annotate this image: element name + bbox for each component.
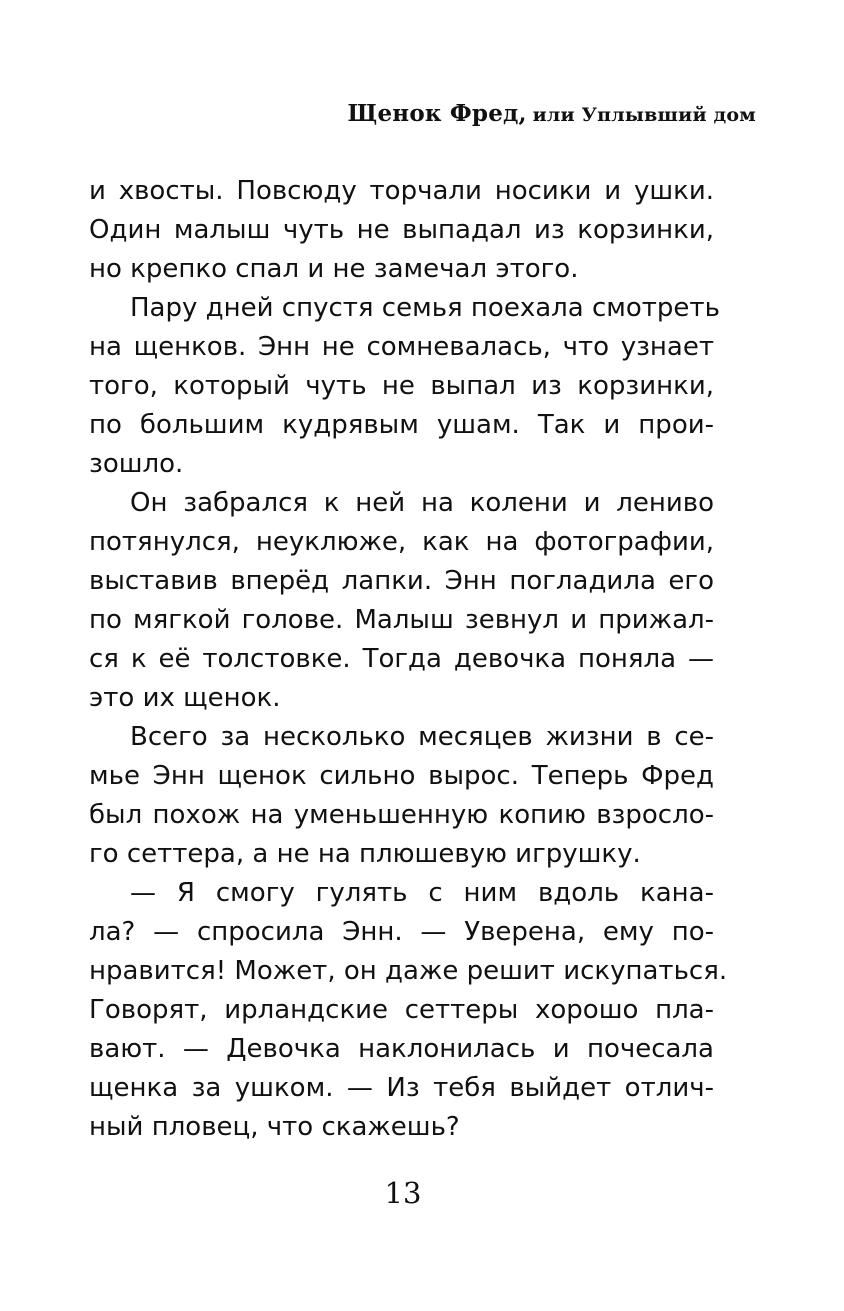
text-line: того, который чуть не выпал из корзинки, [89, 371, 714, 401]
running-header [348, 100, 756, 127]
page-number: 13 [384, 1176, 422, 1210]
text-line: по большим кудрявым ушам. Так и прои- [89, 410, 714, 440]
text-line: — Я смогу гулять с ним вдоль кана- [130, 878, 714, 908]
text-line: но крепко спал и не замечал этого. [89, 254, 579, 284]
text-line: на щенков. Энн не сомневалась, что узнает [89, 332, 714, 362]
text-line: был похож на уменьшенную копию взросло- [89, 800, 714, 830]
text-line: Пару дней спустя семья поехала смотреть [130, 293, 720, 323]
text-line: Он забрался к ней на колени и лениво [130, 488, 714, 518]
text-line: го сеттера, а не на плюшевую игрушку. [89, 839, 641, 869]
text-line: выставив вперёд лапки. Энн погладила его [89, 566, 714, 596]
text-line: Один малыш чуть не выпадал из корзинки, [89, 215, 714, 245]
text-line: ла? — спросила Энн. — Уверена, ему по- [89, 917, 714, 947]
book-title: Щенок Фред, [347, 100, 527, 127]
text-line: мье Энн щенок сильно вырос. Теперь Фред [89, 761, 714, 791]
text-line: ся к её толстовке. Тогда девочка поняла — [89, 644, 714, 674]
text-line: Говорят, ирландские сеттеры хорошо пла- [89, 995, 714, 1025]
text-line: и хвосты. Повсюду торчали носики и ушки. [89, 176, 714, 206]
text-line: Всего за несколько месяцев жизни в се- [130, 722, 714, 752]
book-subtitle: или Уплывший дом [532, 104, 756, 126]
text-line: по мягкой голове. Малыш зевнул и прижал- [89, 605, 714, 635]
text-line: вают. — Девочка наклонилась и почесала [89, 1034, 714, 1064]
text-line: щенка за ушком. — Из тебя выйдет отлич- [89, 1073, 714, 1103]
text-line: потянулся, неуклюже, как на фотографии, [89, 527, 714, 557]
text-line: ный пловец, что скажешь? [89, 1112, 460, 1142]
body-text [89, 172, 728, 1147]
text-line: нравится! Может, он даже решит искупаться. [89, 956, 728, 986]
text-line: это их щенок. [89, 683, 281, 713]
text-line: зошло. [89, 449, 184, 479]
